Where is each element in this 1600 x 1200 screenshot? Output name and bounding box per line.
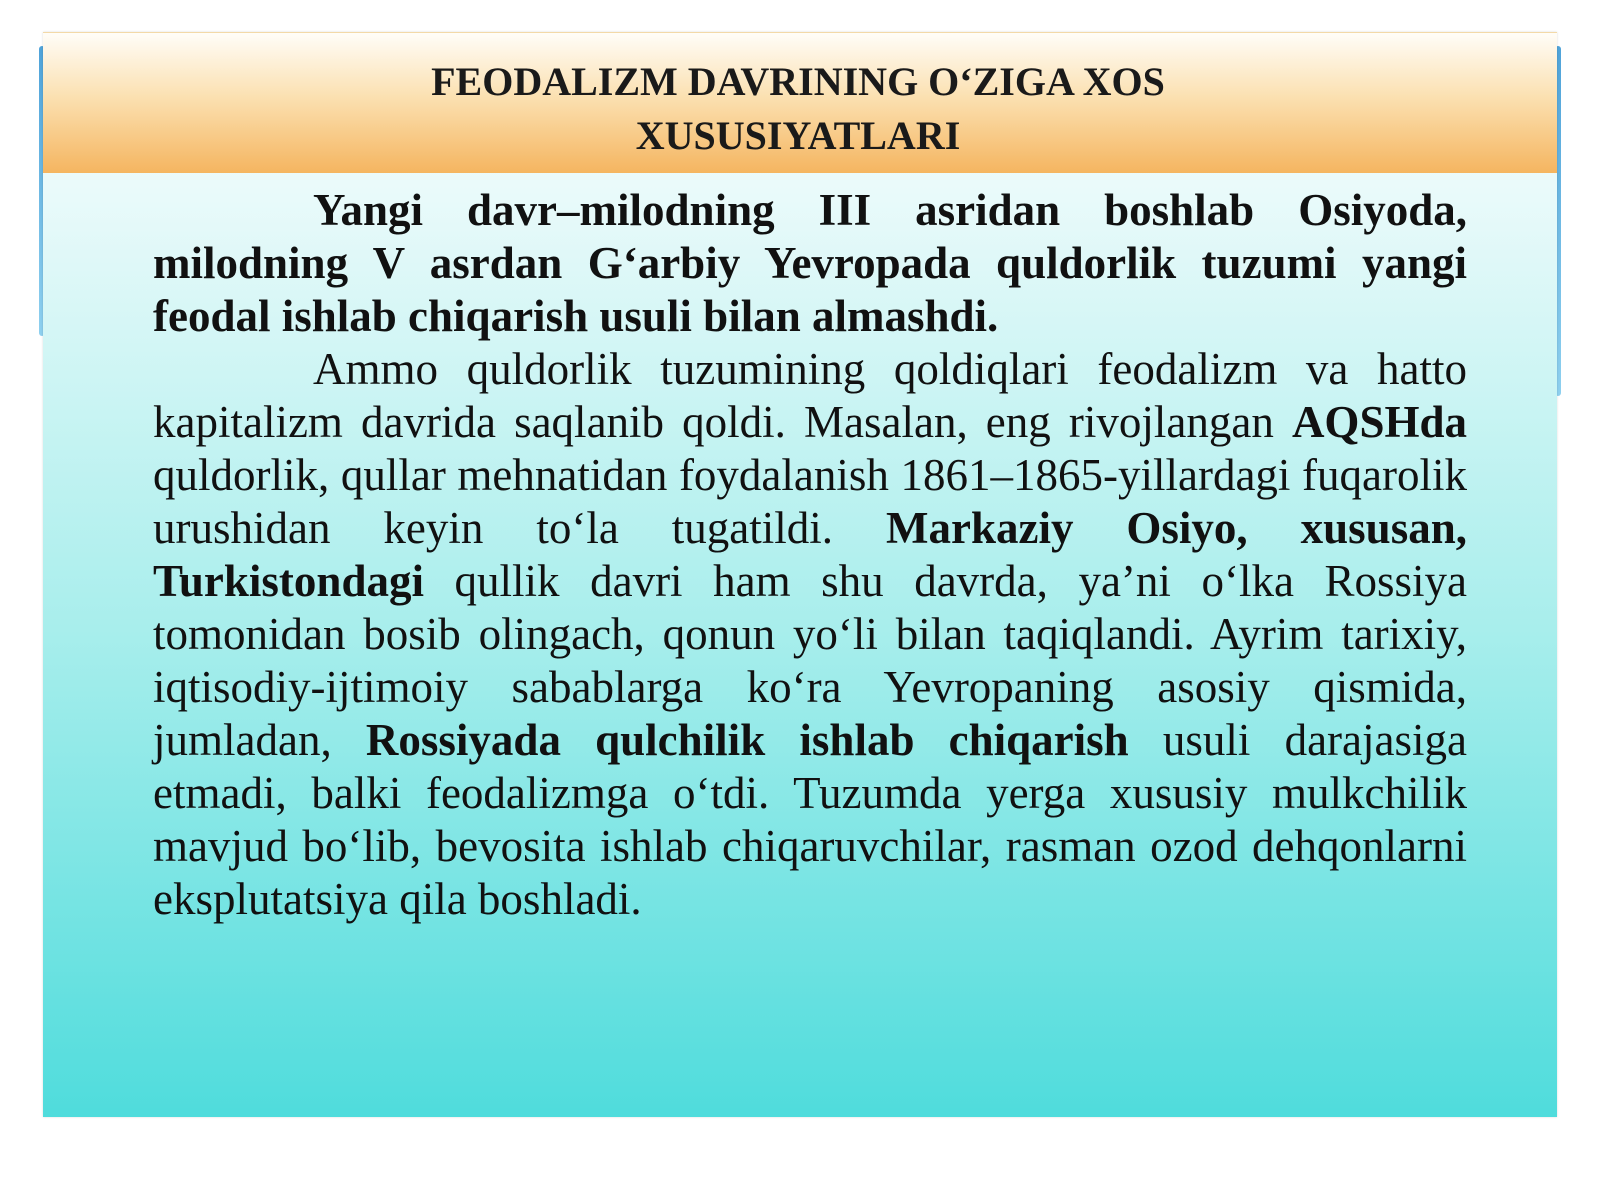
paragraph-1-text: Yangi davr–milodning III asridan boshlab Osiyoda, milodning V asrdan G‘arbiy Yevropada quldorlik tuzumi yangi feodal ishlab chiqarish usuli bilan almashdi. <box>153 185 1467 341</box>
paragraph-2-text-1: Ammo quldorlik tuzumining qoldiqlari feodalizm va hatto kapitalizm davrida saqlanib qoldi. Masalan, eng rivojlangan <box>153 344 1467 447</box>
paragraph-1 <box>153 184 1467 343</box>
title-bar <box>43 32 1557 173</box>
slide-title: FEODALIZM DAVRINING O‘ZIGA XOS XUSUSIYATLARI <box>431 59 1165 158</box>
paragraph-2-text-3: qullik davri ham shu davrda, ya’ni o‘lka Rossiya tomonidan bosib olingach, qonun yo‘li bilan taqiqlandi. Ayrim tarixiy, iqtisodiy-ijtimoiy sabablarga ko‘ra Yevropaning asosiy qismida, jumladan, <box>153 556 1467 765</box>
paragraph-2 <box>153 343 1467 926</box>
paragraph-2-bold-2: Markaziy Osiyo, xususan, Turkistondagi <box>153 503 1467 606</box>
slide-body <box>153 184 1467 926</box>
paragraph-2-bold-3: Rossiyada qulchilik ishlab chiqarish <box>365 715 1129 765</box>
paragraph-2-text-2: quldorlik, qullar mehnatidan foydalanish 1861–1865-yillardagi fuqarolik urushidan keyin to‘la tugatildi. <box>153 450 1467 553</box>
paragraph-2-text-4: usuli darajasiga etmadi, balki feodalizmga o‘tdi. Tuzumda yerga xususiy mulkchilik mavjud bo‘lib, bevosita ishlab chiqaruvchilar, rasman ozod dehqonlarni eksplutatsiya qila boshladi. <box>153 715 1467 924</box>
paragraph-2-bold-1: AQSHda <box>1291 397 1467 447</box>
